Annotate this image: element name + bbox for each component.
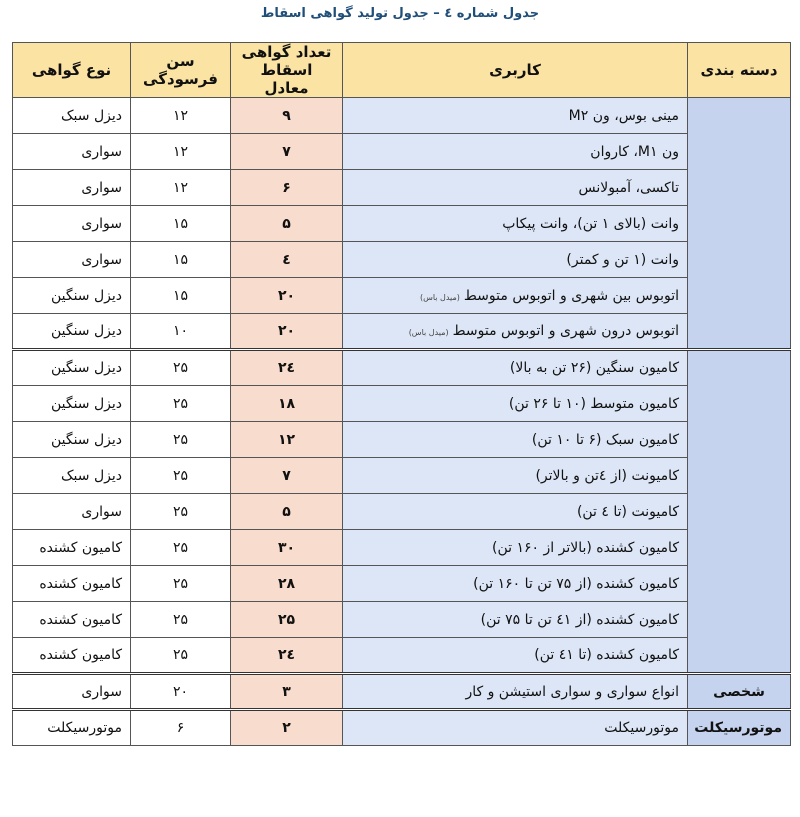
age-cell: ۱۵ [131, 206, 231, 242]
usage-text: کامیون کشنده (بالاتر از ۱۶۰ تن) [492, 539, 679, 556]
table-row [13, 278, 791, 314]
type-cell: دیزل سنگین [13, 350, 131, 386]
type-cell: سواری [13, 242, 131, 278]
count-cell: ۲۰ [231, 278, 343, 314]
table-body [13, 98, 791, 746]
usage-note: (میدل باس) [408, 328, 449, 337]
age-cell: ۲۰ [131, 674, 231, 710]
category-cell [688, 98, 791, 350]
table-row [13, 710, 791, 746]
type-cell: سواری [13, 170, 131, 206]
usage-cell [343, 206, 688, 242]
usage-cell [343, 494, 688, 530]
usage-text: کامیون متوسط (۱۰ تا ۲۶ تن) [508, 395, 679, 412]
usage-cell [343, 98, 688, 134]
usage-text: کامیون کشنده (از ٤۱ تن تا ۷۵ تن) [480, 611, 679, 628]
table-row [13, 206, 791, 242]
category-label: شخصی [713, 683, 765, 700]
usage-cell [343, 674, 688, 710]
usage-text: وانت (۱ تن و کمتر) [566, 251, 679, 268]
usage-text: مینی بوس، ون M۲ [568, 107, 679, 124]
type-cell: دیزل سبک [13, 98, 131, 134]
usage-text: کامیونت (تا ٤ تن) [576, 503, 679, 520]
type-cell: کامیون کشنده [13, 602, 131, 638]
header-count-line2: معادل [264, 79, 309, 97]
table-row [13, 314, 791, 350]
header-age: سن فرسودگی [131, 43, 231, 98]
table-row [13, 350, 791, 386]
count-cell: ۱۲ [231, 422, 343, 458]
usage-cell [343, 134, 688, 170]
type-cell: دیزل سنگین [13, 314, 131, 350]
age-cell: ۲۵ [131, 422, 231, 458]
type-cell: سواری [13, 134, 131, 170]
age-cell: ۲۵ [131, 638, 231, 674]
table-row [13, 98, 791, 134]
usage-cell [343, 458, 688, 494]
usage-cell [343, 278, 688, 314]
type-cell: دیزل سنگین [13, 278, 131, 314]
count-cell: ۷ [231, 458, 343, 494]
count-cell: ۲٤ [231, 350, 343, 386]
age-cell: ۲۵ [131, 530, 231, 566]
age-cell: ۲۵ [131, 458, 231, 494]
usage-cell [343, 242, 688, 278]
usage-text: اتوبوس بین شهری و اتوبوس متوسط [463, 287, 679, 304]
header-category: دسته بندی [688, 43, 791, 98]
usage-cell [343, 638, 688, 674]
count-cell: ۱۸ [231, 386, 343, 422]
table-row [13, 458, 791, 494]
category-cell [688, 710, 791, 746]
table-row [13, 134, 791, 170]
table-row [13, 602, 791, 638]
usage-cell [343, 422, 688, 458]
type-cell: سواری [13, 206, 131, 242]
age-cell: ۲۵ [131, 494, 231, 530]
usage-text: کامیونت (از ٤تن و بالاتر) [535, 467, 679, 484]
count-cell: ۲۸ [231, 566, 343, 602]
type-cell: سواری [13, 494, 131, 530]
count-cell: ۲ [231, 710, 343, 746]
category-label: موتورسیکلت [694, 720, 782, 736]
age-cell: ۲۵ [131, 566, 231, 602]
type-cell: دیزل سنگین [13, 386, 131, 422]
usage-text: کامیون سنگین (۲۶ تن به بالا) [509, 360, 679, 376]
usage-cell [343, 566, 688, 602]
usage-text: موتورسیکلت [604, 720, 679, 736]
count-cell: ۵ [231, 206, 343, 242]
table-row [13, 494, 791, 530]
header-type: نوع گواهی [13, 43, 131, 98]
age-cell: ۱۵ [131, 242, 231, 278]
table-caption: جدول شماره ٤ – جدول تولید گواهی اسقاط [260, 6, 540, 21]
usage-text: اتوبوس درون شهری و اتوبوس متوسط [452, 323, 679, 339]
age-cell: ۱۲ [131, 98, 231, 134]
age-cell: ۶ [131, 710, 231, 746]
count-cell: ۲۵ [231, 602, 343, 638]
usage-text: کامیون کشنده (از ۷۵ تن تا ۱۶۰ تن) [473, 575, 679, 592]
usage-text: تاکسی، آمبولانس [578, 179, 679, 196]
type-cell: کامیون کشنده [13, 566, 131, 602]
type-cell: دیزل سبک [13, 458, 131, 494]
count-cell: ۳ [231, 674, 343, 710]
age-cell: ۲۵ [131, 602, 231, 638]
age-cell: ۱۲ [131, 170, 231, 206]
count-cell: ۶ [231, 170, 343, 206]
usage-cell [343, 314, 688, 350]
type-cell: موتورسیکلت [13, 710, 131, 746]
usage-cell [343, 530, 688, 566]
header-count-line1: تعداد گواهی اسقاط [241, 43, 332, 79]
usage-text: ون M۱، کاروان [590, 143, 679, 160]
usage-text: وانت (بالای ۱ تن)، وانت پیکاپ [502, 215, 679, 232]
count-cell: ٤ [231, 242, 343, 278]
usage-cell [343, 170, 688, 206]
type-cell: کامیون کشنده [13, 530, 131, 566]
count-cell: ۳۰ [231, 530, 343, 566]
type-cell: سواری [13, 674, 131, 710]
table-row [13, 242, 791, 278]
scrap-certificate-table [12, 42, 791, 746]
age-cell: ۲۵ [131, 350, 231, 386]
type-cell: دیزل سنگین [13, 422, 131, 458]
usage-cell [343, 386, 688, 422]
usage-cell [343, 602, 688, 638]
table-row [13, 386, 791, 422]
type-cell: کامیون کشنده [13, 638, 131, 674]
usage-cell [343, 710, 688, 746]
count-cell: ۹ [231, 98, 343, 134]
table-row [13, 638, 791, 674]
count-cell: ۲۰ [231, 314, 343, 350]
usage-cell [343, 350, 688, 386]
usage-text: کامیون کشنده (تا ٤۱ تن) [534, 647, 679, 663]
category-cell [688, 350, 791, 674]
age-cell: ۱۲ [131, 134, 231, 170]
table-row [13, 566, 791, 602]
table-row [13, 170, 791, 206]
usage-note: (میدل باس) [419, 292, 460, 302]
table-row [13, 530, 791, 566]
header-usage: کاربری [343, 43, 688, 98]
age-cell: ۲۵ [131, 386, 231, 422]
count-cell: ۲٤ [231, 638, 343, 674]
table-header-row [13, 43, 791, 98]
usage-text: انواع سواری و سواری استیشن و کار [465, 683, 679, 700]
usage-text: کامیون سبک (۶ تا ۱۰ تن) [531, 431, 679, 448]
table-row [13, 422, 791, 458]
age-cell: ۱۰ [131, 314, 231, 350]
table-row [13, 674, 791, 710]
header-count [231, 43, 343, 98]
count-cell: ۵ [231, 494, 343, 530]
count-cell: ۷ [231, 134, 343, 170]
category-cell [688, 674, 791, 710]
age-cell: ۱۵ [131, 278, 231, 314]
